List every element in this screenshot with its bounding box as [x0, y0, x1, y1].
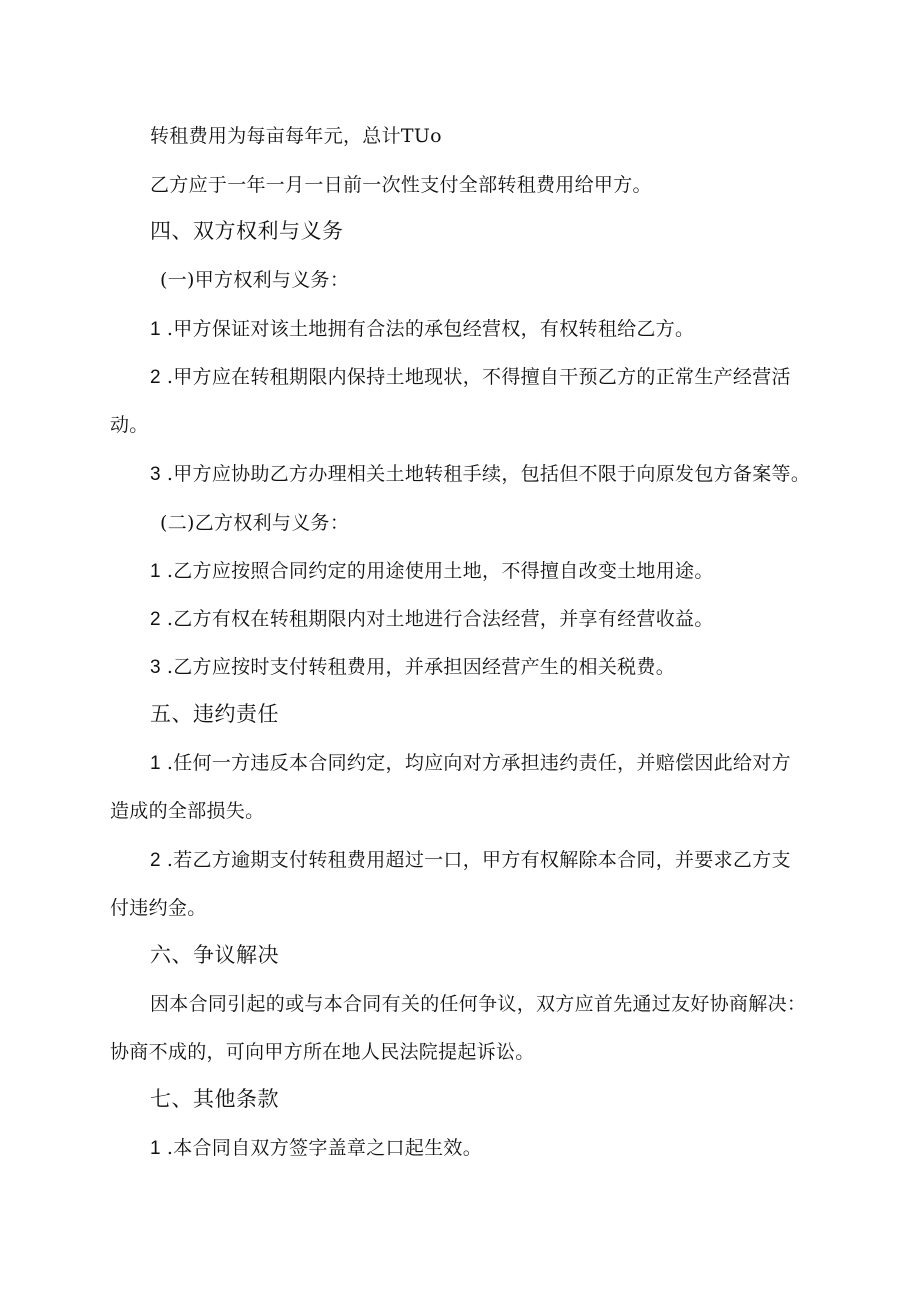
- item-text: .若乙方逾期支付转租费用超过一口，甲方有权解除本合同，并要求乙方支: [166, 849, 791, 871]
- item-text: .本合同自双方签字盖章之口起生效。: [166, 1137, 483, 1159]
- item-number: 3: [150, 657, 161, 678]
- section-heading-other: 七、其他条款: [150, 1087, 279, 1111]
- section-heading-dispute: 六、争议解决: [150, 943, 279, 967]
- item-number: 1: [150, 561, 161, 582]
- list-item: [150, 751, 791, 776]
- list-item: [150, 365, 791, 390]
- item-text: .甲方应协助乙方办理相关土地转租手续，包括但不限于向原发包方备案等。: [166, 463, 811, 485]
- list-item: [150, 1136, 482, 1161]
- item-number: 2: [150, 609, 161, 630]
- payment-line: 乙方应于一年一月一日前一次性支付全部转租费用给甲方。: [150, 174, 652, 196]
- item-text: .乙方有权在转租期限内对土地进行合法经营，并享有经营收益。: [166, 608, 714, 630]
- item-number: 1: [150, 753, 161, 774]
- item-text: .甲方应在转租期限内保持土地现状，不得擅自干预乙方的正常生产经营活: [166, 366, 791, 388]
- item-text: .甲方保证对该土地拥有合法的承包经营权，有权转租给乙方。: [166, 318, 695, 340]
- item-number: 1: [150, 1138, 161, 1159]
- item-text: .乙方应按照合同约定的用途使用土地，不得擅自改变土地用途。: [166, 560, 714, 582]
- item-number: 2: [150, 850, 161, 871]
- list-item: [150, 462, 810, 487]
- item-text: .乙方应按时支付转租费用，并承担因经营产生的相关税费。: [166, 656, 676, 678]
- paragraph-continuation: 协商不成的，可向甲方所在地人民法院提起诉讼。: [110, 1041, 535, 1063]
- item-number: 3: [150, 464, 161, 485]
- list-item: [150, 559, 714, 584]
- item-continuation: 付违约金。: [110, 897, 207, 919]
- item-number: 1: [150, 319, 161, 340]
- section-heading-breach: 五、违约责任: [150, 702, 279, 726]
- item-number: 2: [150, 367, 161, 388]
- paragraph-line: 因本合同引起的或与本合同有关的任何争议，双方应首先通过友好协商解决：: [150, 993, 807, 1015]
- subsection-title-party-b: (二)乙方权利与义务：: [160, 512, 350, 534]
- list-item: [150, 848, 791, 873]
- list-item: [150, 317, 694, 342]
- list-item: [150, 607, 714, 632]
- item-text: .任何一方违反本合同约定，均应向对方承担违约责任，并赔偿因此给对方: [166, 752, 791, 774]
- list-item: [150, 655, 675, 680]
- fee-line: 转租费用为每亩每年元，总计TUo: [150, 125, 442, 147]
- subsection-title-party-a: (一)甲方权利与义务：: [160, 269, 350, 291]
- section-heading-rights: 四、双方权利与义务: [150, 219, 344, 243]
- item-continuation: 造成的全部损失。: [110, 800, 265, 822]
- item-continuation: 动。: [110, 414, 149, 436]
